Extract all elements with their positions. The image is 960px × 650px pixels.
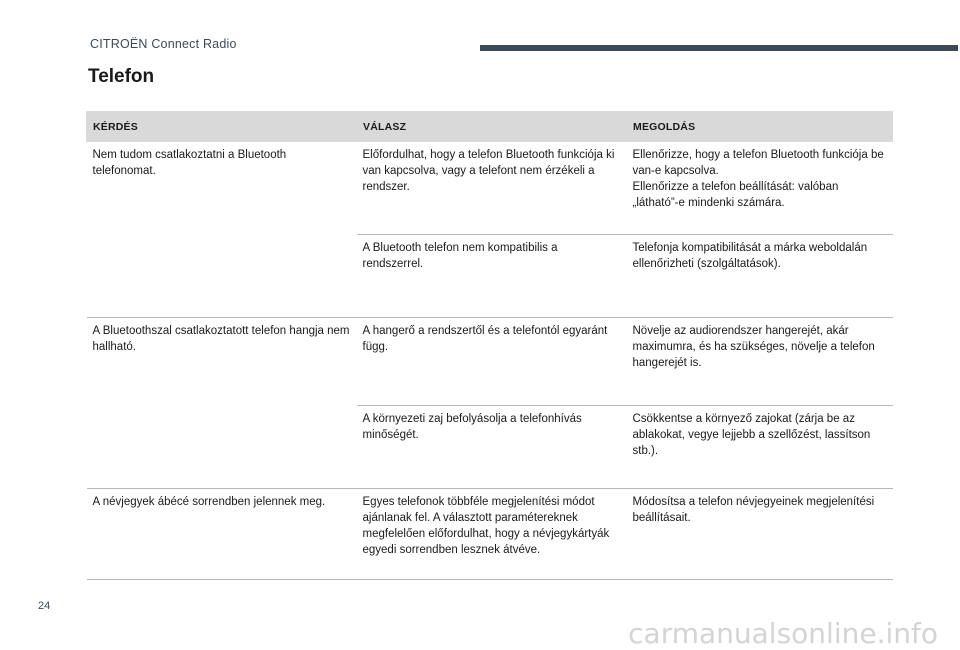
table-row	[87, 142, 893, 235]
answer-cell: A hangerő a rendszertől és a telefontól egyaránt függ.	[357, 318, 627, 406]
page-title: Telefon	[88, 66, 155, 87]
running-header: CITROËN Connect Radio	[90, 37, 237, 51]
solution-cell: Módosítsa a telefon névjegyeinek megjelenítési beállításait.	[627, 489, 893, 580]
question-cell: A Bluetoothszal csatlakoztatott telefon hangja nem hallható.	[87, 318, 357, 489]
question-cell: Nem tudom csatlakoztatni a Bluetooth telefonomat.	[87, 142, 357, 318]
answer-cell: Előfordulhat, hogy a telefon Bluetooth funkciója ki van kapcsolva, vagy a telefont nem érzékeli a rendszer.	[357, 142, 627, 235]
answer-cell: A Bluetooth telefon nem kompatibilis a rendszerrel.	[357, 235, 627, 318]
solution-cell: Ellenőrizze, hogy a telefon Bluetooth funkciója be van-e kapcsolva. Ellenőrizze a telefon beállítását: valóban „látható”-e mindenki számára.	[627, 142, 893, 235]
troubleshooting-table	[86, 111, 893, 580]
answer-cell: A környezeti zaj befolyásolja a telefonhívás minőségét.	[357, 406, 627, 489]
solution-cell: Növelje az audiorendszer hangerejét, akár maximumra, és ha szükséges, növelje a telefon hangerejét is.	[627, 318, 893, 406]
column-header-question: KÉRDÉS	[87, 112, 357, 142]
table-header-row	[87, 112, 893, 142]
watermark: carmanualsonline.info	[628, 617, 938, 650]
header-rule	[480, 45, 958, 51]
answer-cell: Egyes telefonok többféle megjelenítési módot ajánlanak fel. A választott paramétereknek megfelelően előfordulhat, hogy a névjegykártyák egyedi sorrendben lesznek átvéve.	[357, 489, 627, 580]
page-number: 24	[38, 600, 51, 612]
column-header-solution: MEGOLDÁS	[627, 112, 893, 142]
solution-cell: Csökkentse a környező zajokat (zárja be az ablakokat, vegye lejjebb a szellőzést, lassítson stb.).	[627, 406, 893, 489]
table-row	[87, 489, 893, 580]
column-header-answer: VÁLASZ	[357, 112, 627, 142]
solution-cell: Telefonja kompatibilitását a márka weboldalán ellenőrizheti (szolgáltatások).	[627, 235, 893, 318]
table-row	[87, 318, 893, 406]
question-cell: A névjegyek ábécé sorrendben jelennek meg.	[87, 489, 357, 580]
